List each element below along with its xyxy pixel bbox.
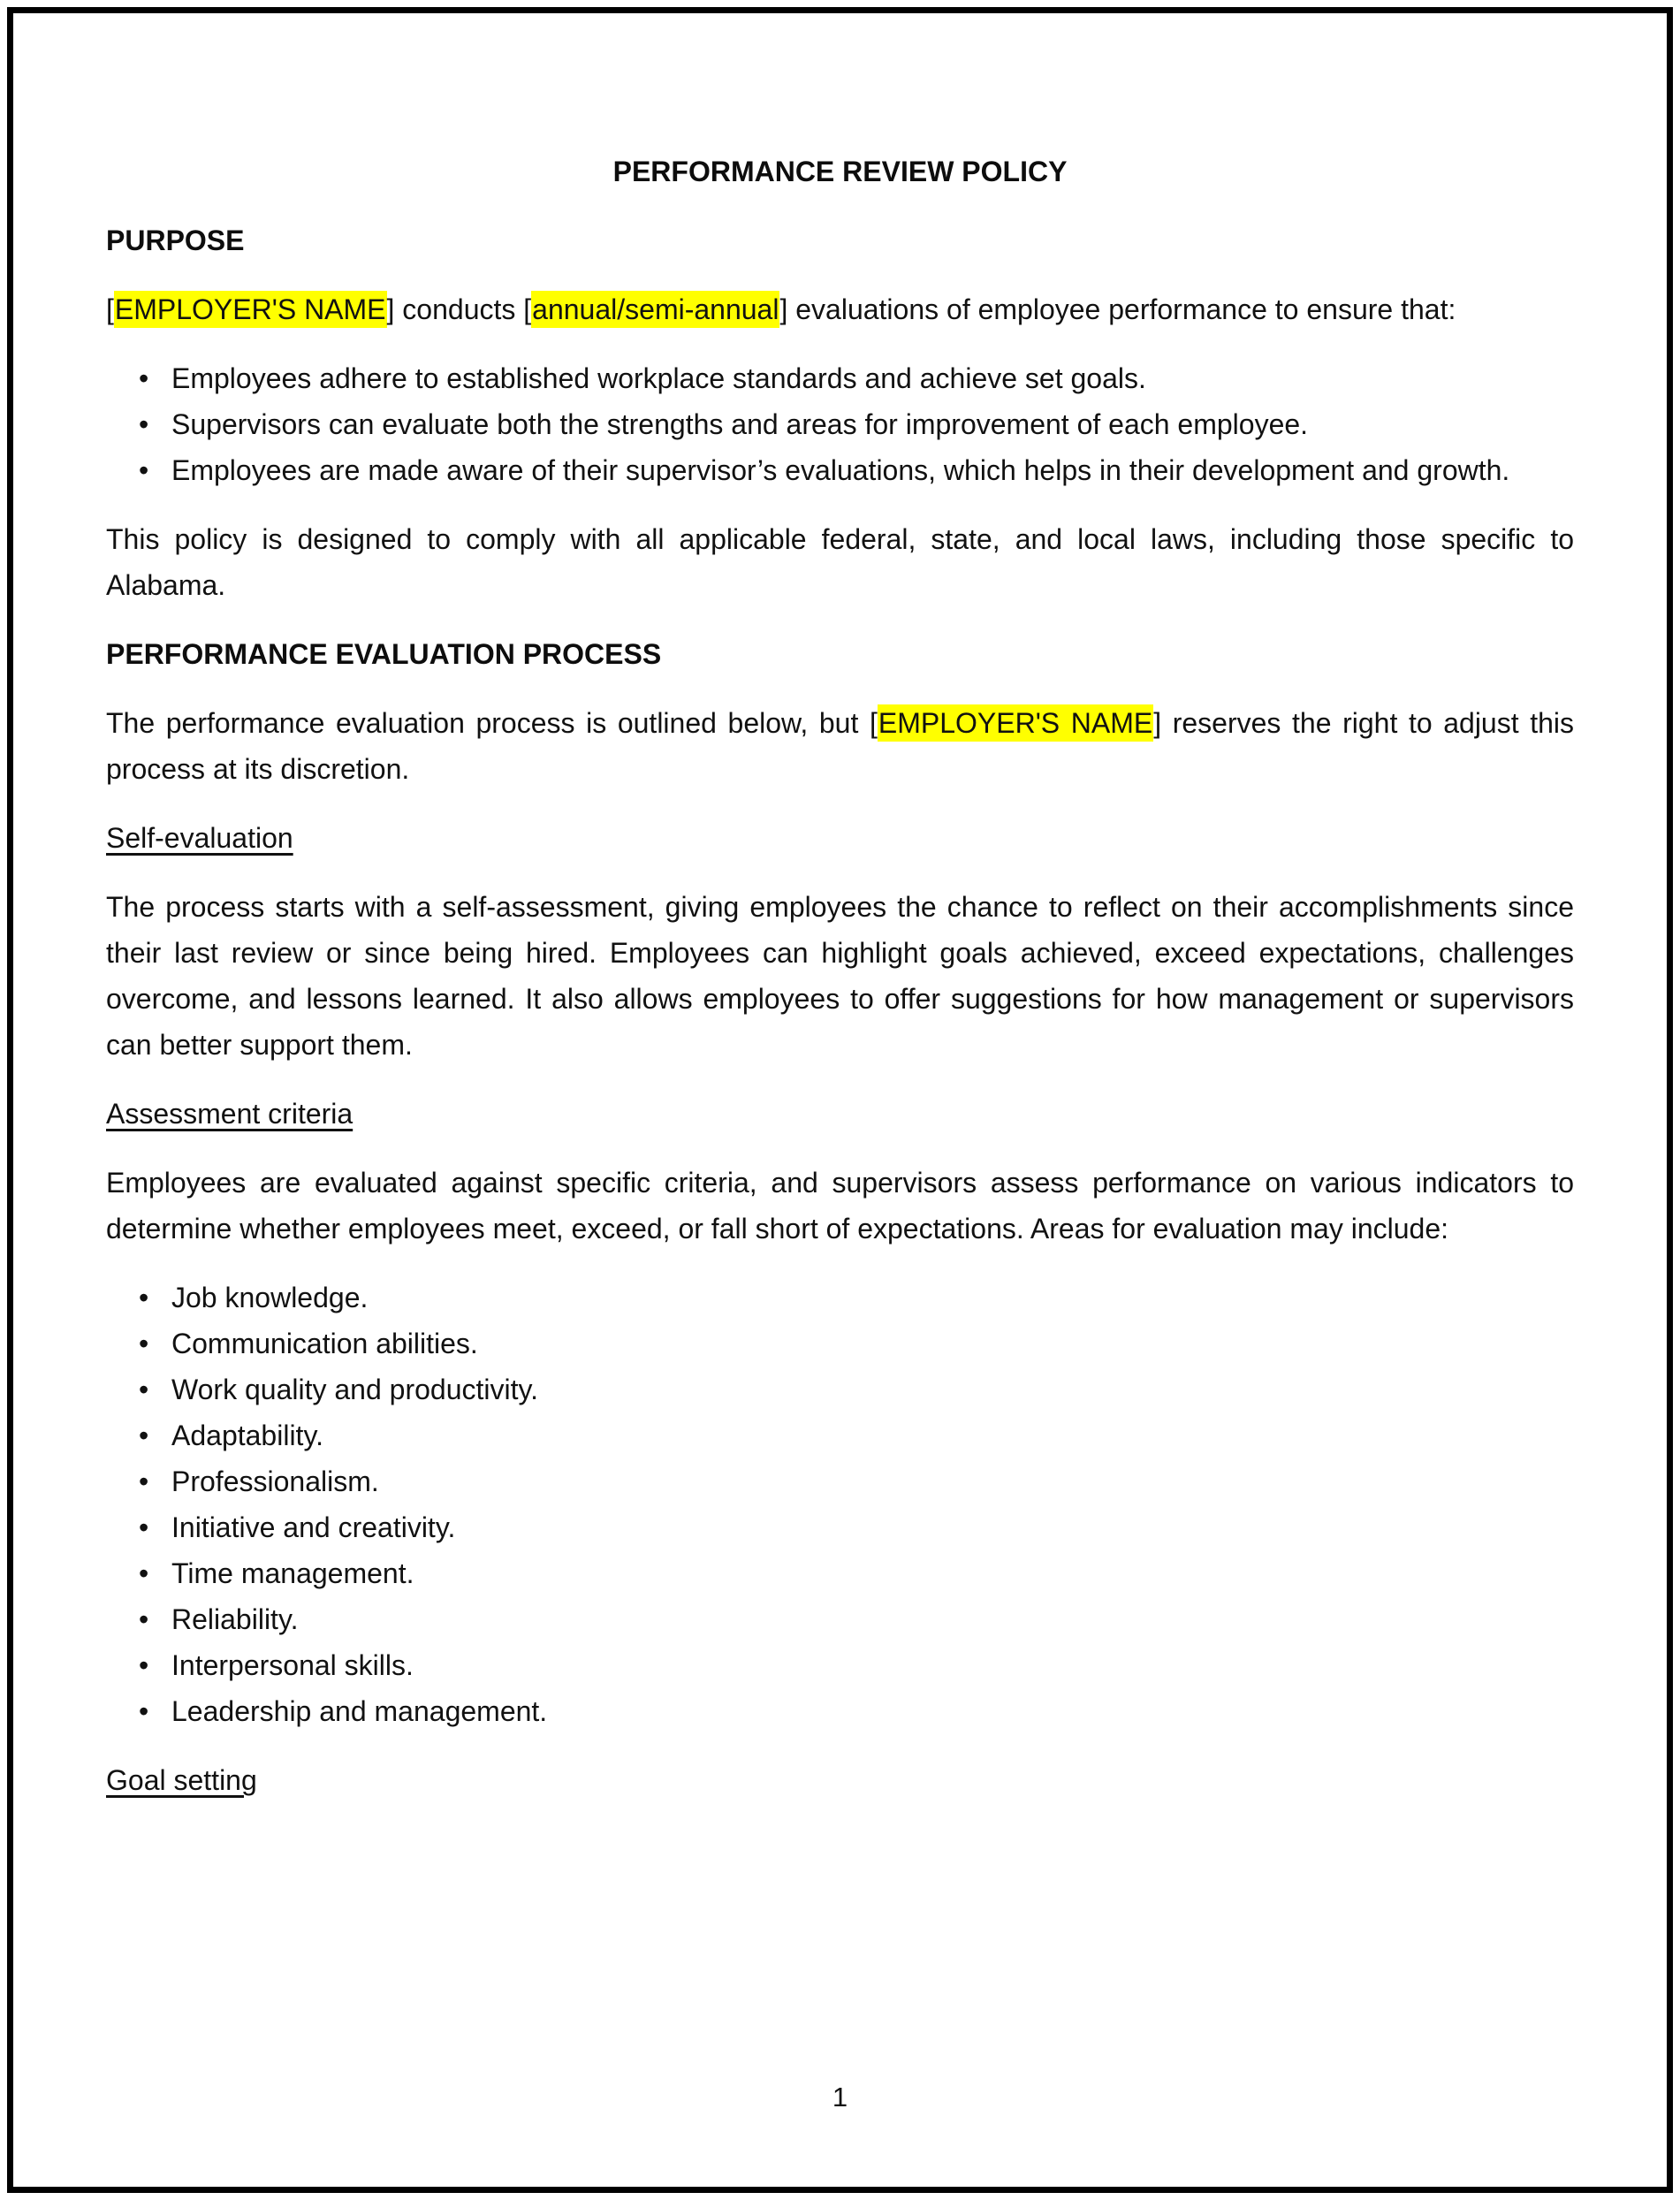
self-evaluation-paragraph: The process starts with a self-assessment, giving employees the chance to reflect on their accomplishments since their last review or since being hired. Employees can highlight goals achieved, exceed expectations, challenges overcome, and lessons learned. It also allows employees to offer suggestions for how management or supervisors can better support them. [106, 891, 1574, 1061]
bullet-list-item: • Initiative and creativity. [171, 1504, 1574, 1550]
bullet-list-item: • Professionalism. [171, 1458, 1574, 1504]
bullet-list-item: • Job knowledge. [171, 1275, 1574, 1321]
assessment-criteria-heading: Assessment criteria [106, 1098, 353, 1130]
assessment-criteria-bullet-list [106, 1275, 1574, 1734]
bullet-list-item: • Leadership and management. [171, 1688, 1574, 1734]
purpose-bullet-list [106, 355, 1574, 493]
highlighted-placeholder: EMPLOYER'S NAME [114, 291, 387, 328]
compliance-paragraph: This policy is designed to comply with all applicable federal, state, and local laws, including those specific to Alabama. [106, 523, 1574, 601]
goal-setting-heading: Goal setting [106, 1764, 257, 1796]
bullet-list-item: • Supervisors can evaluate both the strengths and areas for improvement of each employee. [171, 401, 1574, 447]
evaluation-process-heading: PERFORMANCE EVALUATION PROCESS [106, 638, 662, 670]
highlighted-placeholder: annual/semi-annual [531, 291, 779, 328]
bullet-list-item: • Employees adhere to established workplace standards and achieve set goals. [171, 355, 1574, 401]
bullet-list-item: • Time management. [171, 1550, 1574, 1596]
assessment-criteria-paragraph: Employees are evaluated against specific criteria, and supervisors assess performance on various indicators to determine whether employees meet, exceed, or fall short of expectations. Areas for evaluation may include: [106, 1167, 1574, 1245]
self-evaluation-heading: Self-evaluation [106, 822, 293, 854]
page-number: 1 [832, 2082, 848, 2112]
bullet-list-item: • Employees are made aware of their supervisor’s evaluations, which helps in their development and growth. [171, 447, 1574, 493]
highlighted-placeholder: EMPLOYER'S NAME [878, 704, 1153, 742]
document-title: PERFORMANCE REVIEW POLICY [612, 156, 1068, 187]
bullet-list-item: • Interpersonal skills. [171, 1642, 1574, 1688]
bullet-list-item: • Communication abilities. [171, 1321, 1574, 1366]
purpose-heading: PURPOSE [106, 225, 245, 256]
bullet-list-item: • Adaptability. [171, 1412, 1574, 1458]
bullet-list-item: • Work quality and productivity. [171, 1366, 1574, 1412]
bullet-list-item: • Reliability. [171, 1596, 1574, 1642]
purpose-intro-paragraph: [EMPLOYER'S NAME] conducts [annual/semi-annual] evaluations of employee performance to ensure that: [106, 286, 1574, 332]
evaluation-process-intro-paragraph: The performance evaluation process is outlined below, but [EMPLOYER'S NAME] reserves the right to adjust this process at its discretion. [106, 700, 1574, 792]
